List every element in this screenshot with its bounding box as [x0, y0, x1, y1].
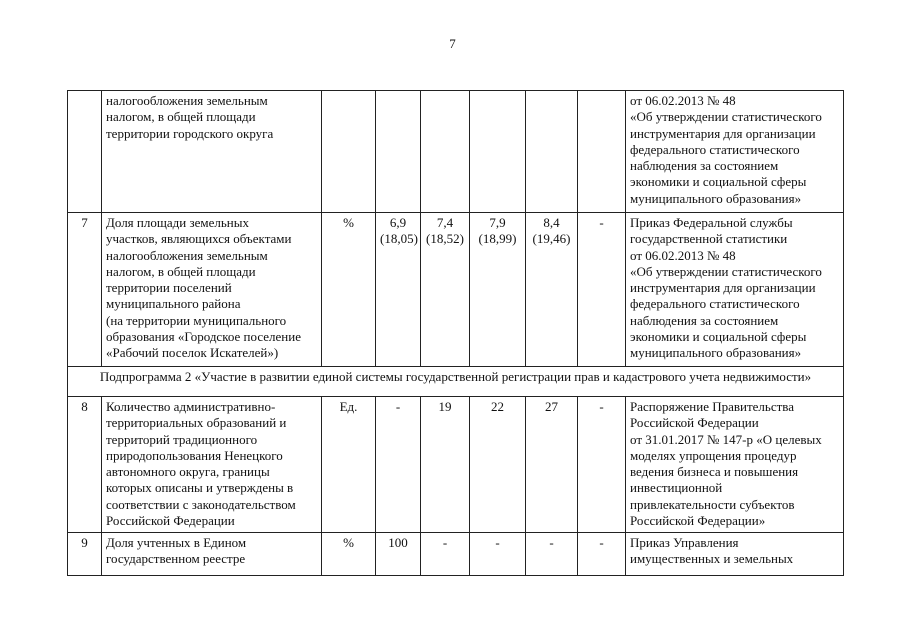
value-cell: 7,9 (18,99): [470, 213, 526, 367]
row-number: [68, 91, 102, 213]
indicator-name: Количество административно- территориальных образований и территорий традиционного природопользования Ненецкого автономного округа, границы которых описаны и утверждены в соответствии с законодательством Российской Федерации: [102, 397, 322, 533]
row-number: 8: [68, 397, 102, 533]
value-cell: -: [376, 397, 421, 533]
value-cell: -: [526, 533, 578, 576]
row-number: 9: [68, 533, 102, 576]
value-cell: -: [578, 397, 626, 533]
value-cell: 8,4 (19,46): [526, 213, 578, 367]
subprogram-row: [68, 367, 844, 397]
value-cell: -: [470, 533, 526, 576]
indicators-table: [67, 90, 844, 576]
value-cell: [578, 91, 626, 213]
subprogram-title: Подпрограмма 2 «Участие в развитии единой системы государственной регистрации прав и кадастрового учета недвижимости»: [68, 367, 844, 397]
table-row: [68, 91, 844, 213]
value-cell: 22: [470, 397, 526, 533]
value-cell: 100: [376, 533, 421, 576]
unit-cell: %: [322, 533, 376, 576]
table-row: [68, 533, 844, 576]
table-row: [68, 213, 844, 367]
indicator-name: Доля площади земельных участков, являющихся объектами налогообложения земельным налогом, в общей площади территории поселений муниципального района (на территории муниципального образования «Городское поселение «Рабочий поселок Искателей»): [102, 213, 322, 367]
table-row: [68, 397, 844, 533]
value-cell: [421, 91, 470, 213]
value-cell: -: [421, 533, 470, 576]
value-cell: 7,4 (18,52): [421, 213, 470, 367]
indicator-name: налогообложения земельным налогом, в общей площади территории городского округа: [102, 91, 322, 213]
unit-cell: %: [322, 213, 376, 367]
indicator-name: Доля учтенных в Едином государственном реестре: [102, 533, 322, 576]
value-cell: 6,9 (18,05): [376, 213, 421, 367]
value-cell: 27: [526, 397, 578, 533]
value-cell: 19: [421, 397, 470, 533]
source-document: от 06.02.2013 № 48 «Об утверждении статистического инструментария для организации федерального статистического наблюдения за состоянием экономики и социальной сферы муниципального образования»: [626, 91, 844, 213]
source-document: Приказ Федеральной службы государственной статистики от 06.02.2013 № 48 «Об утверждении статистического инструментария для организации федерального статистического наблюдения за состоянием экономики и социальной сферы муниципального образования»: [626, 213, 844, 367]
unit-cell: [322, 91, 376, 213]
value-cell: [470, 91, 526, 213]
value-cell: -: [578, 533, 626, 576]
page-number: 7: [449, 36, 456, 51]
row-number: 7: [68, 213, 102, 367]
value-cell: [376, 91, 421, 213]
value-cell: -: [578, 213, 626, 367]
unit-cell: Ед.: [322, 397, 376, 533]
value-cell: [526, 91, 578, 213]
source-document: Приказ Управления имущественных и земельных: [626, 533, 844, 576]
source-document: Распоряжение Правительства Российской Федерации от 31.01.2017 № 147-р «О целевых моделях упрощения процедур ведения бизнеса и повышения инвестиционной привлекательности субъектов Российской Федерации»: [626, 397, 844, 533]
